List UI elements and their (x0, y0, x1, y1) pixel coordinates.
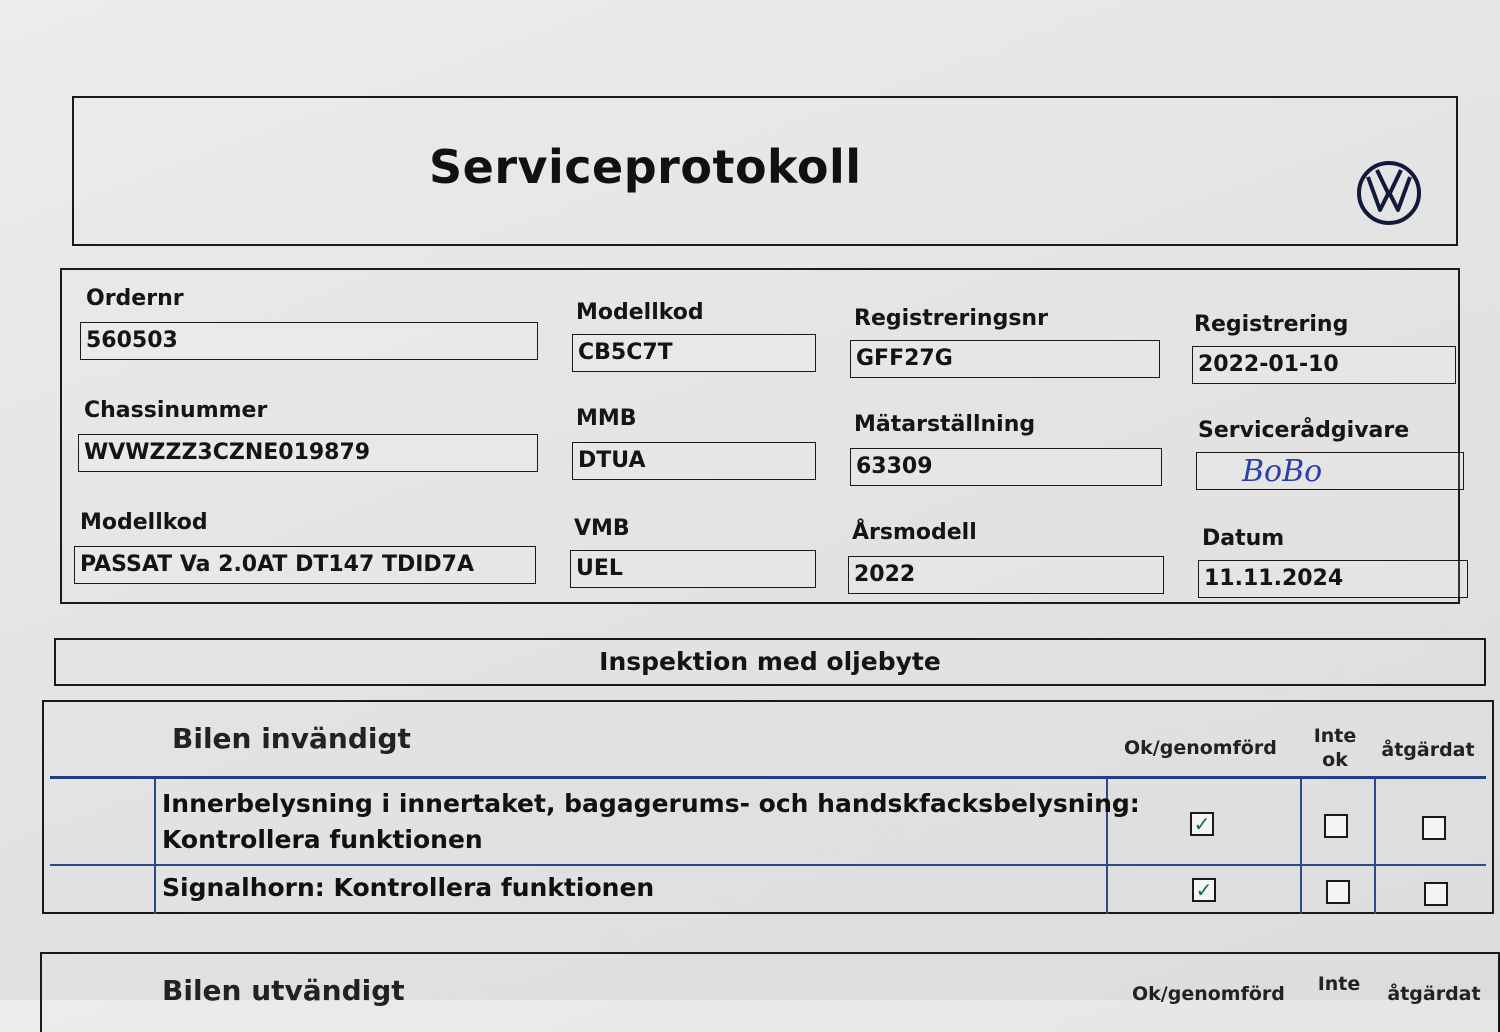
modellkod-label: Modellkod (576, 300, 704, 325)
datum-field: 11.11.2024 (1198, 560, 1468, 598)
serviceradgivare-signature: BoBo (1196, 452, 1464, 490)
registreringsnr-field: GFF27G (850, 340, 1160, 378)
section-title: Inspektion med oljebyte (599, 647, 941, 676)
checklist-row-2-text: Signalhorn: Kontrollera funktionen (162, 873, 655, 902)
row-1-inte-ok-checkbox[interactable] (1324, 814, 1348, 838)
checklist-row-1-line1: Innerbelysning i innertaket, bagagerums- och handskfacksbelysning: (162, 789, 1140, 818)
datum-label: Datum (1202, 526, 1285, 551)
arsmodell-field: 2022 (848, 556, 1164, 594)
col-atgardat-header: åtgärdat (1381, 739, 1475, 761)
vehicle-info-box (60, 268, 1460, 604)
chassinummer-label: Chassinummer (84, 398, 268, 423)
modellkod-2-label: Modellkod (80, 510, 208, 535)
checklist-table (42, 700, 1494, 914)
row-1-atgardat-checkbox[interactable] (1422, 816, 1446, 840)
row-1-ok-checkbox[interactable]: ✓ (1190, 812, 1214, 836)
header-rule (50, 776, 1486, 779)
grid-line (154, 779, 156, 914)
next-checklist-table (40, 952, 1500, 1032)
modellkod-field: CB5C7T (572, 334, 816, 372)
grid-line (50, 864, 1486, 866)
grid-line (1300, 779, 1302, 914)
next-col-inte-header: Inte (1317, 973, 1361, 995)
arsmodell-label: Årsmodell (852, 520, 977, 545)
vw-logo-icon (1356, 160, 1422, 226)
chassinummer-field: WVWZZZ3CZNE019879 (78, 434, 538, 472)
ordernr-field: 560503 (80, 322, 538, 360)
document-title: Serviceprotokoll (429, 140, 862, 194)
col-inte-ok-line1: Inte (1313, 725, 1357, 747)
vmb-field: UEL (570, 550, 816, 588)
next-group-title: Bilen utvändigt (162, 974, 405, 1007)
row-2-atgardat-checkbox[interactable] (1424, 882, 1448, 906)
header-box (72, 96, 1458, 246)
serviceradgivare-label: Servicerådgivare (1198, 418, 1410, 443)
registrering-label: Registrering (1194, 312, 1349, 337)
group-title: Bilen invändigt (172, 722, 411, 755)
section-header-box (54, 638, 1486, 686)
registrering-field: 2022-01-10 (1192, 346, 1456, 384)
mmb-field: DTUA (572, 442, 816, 480)
matarstallning-label: Mätarställning (854, 412, 1036, 437)
registreringsnr-label: Registreringsnr (854, 306, 1048, 331)
checklist-row-1-line2: Kontrollera funktionen (162, 825, 483, 854)
next-col-ok-header: Ok/genomförd (1132, 983, 1285, 1005)
mmb-label: MMB (576, 406, 637, 431)
row-2-inte-ok-checkbox[interactable] (1326, 880, 1350, 904)
vmb-label: VMB (574, 516, 630, 541)
col-inte-ok-line2: ok (1322, 749, 1348, 771)
checklist-row-1-text (162, 786, 1140, 858)
col-inte-ok-header (1300, 724, 1370, 772)
matarstallning-field: 63309 (850, 448, 1162, 486)
ordernr-label: Ordernr (86, 286, 184, 311)
col-ok-header: Ok/genomförd (1124, 737, 1277, 759)
modellkod-2-field: PASSAT Va 2.0AT DT147 TDID7A (74, 546, 536, 584)
row-2-ok-checkbox[interactable]: ✓ (1192, 878, 1216, 902)
grid-line (1374, 779, 1376, 914)
next-col-atgardat-header: åtgärdat (1387, 983, 1481, 1005)
